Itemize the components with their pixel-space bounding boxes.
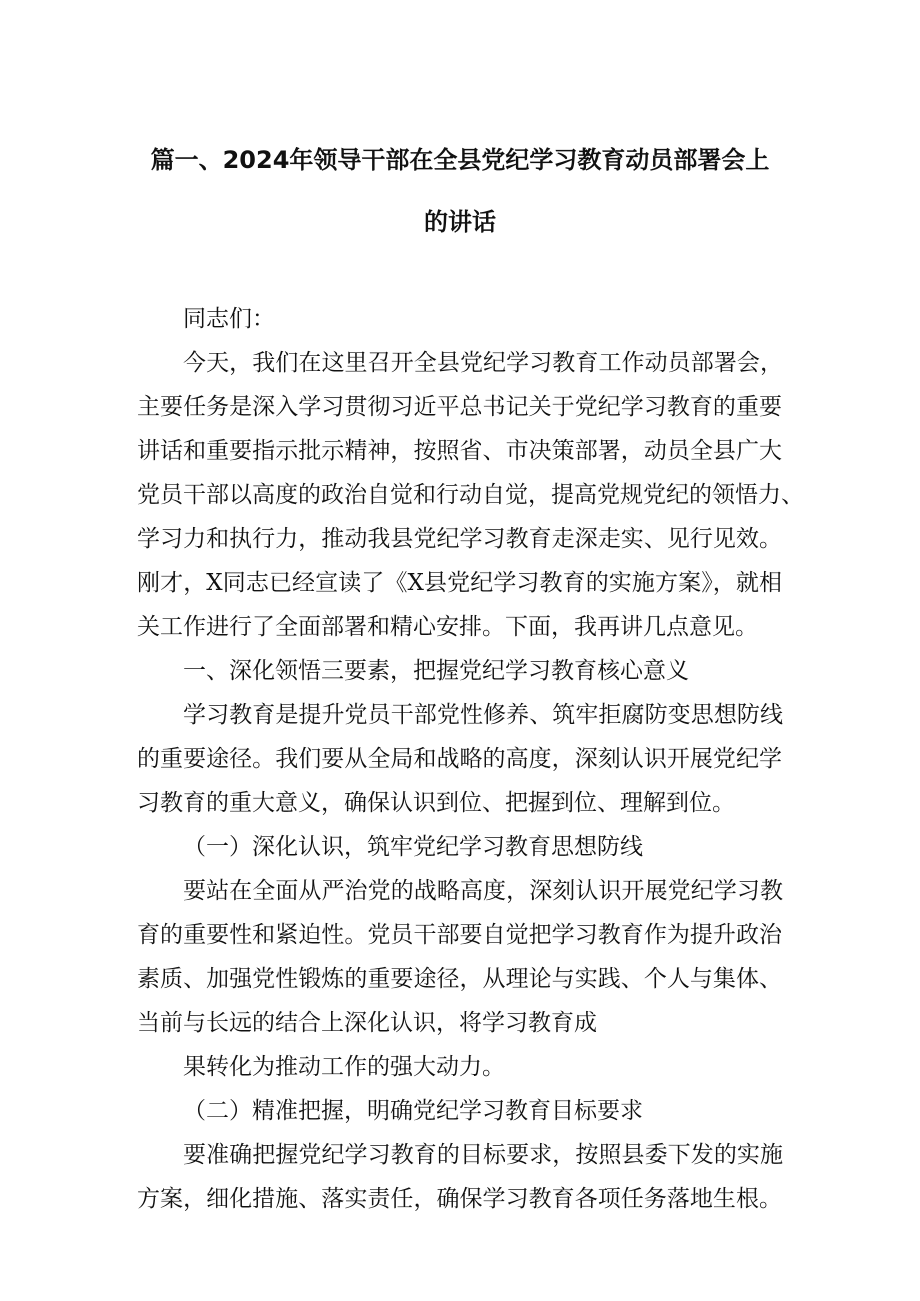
salutation: 同志们： [183,306,275,332]
paragraph-line: 育的重要性和紧迫性。党员干部要自觉把学习教育作为提升政治 [137,922,782,948]
paragraph-line: 习教育的重大意义，确保认识到位、把握到位、理解到位。 [137,790,735,816]
paragraph-line: 刚才，X同志已经宣读了《X县党纪学习教育的实施方案》，就相 [137,570,782,596]
paragraph-line: 方案，细化措施、落实责任，确保学习教育各项任务落地生根。 [137,1186,782,1212]
paragraph-line: 主要任务是深入学习贯彻习近平总书记关于党纪学习教育的重要 [137,394,782,420]
document-title-line-1: 篇一、2024年领导干部在全县党纪学习教育动员部署会上 [150,146,770,174]
paragraph-line: 关工作进行了全面部署和精心安排。下面，我再讲几点意见。 [137,614,758,640]
paragraph-line: 讲话和重要指示批示精神，按照省、市决策部署，动员全县广大 [137,438,782,464]
subsection-heading-1: （一）深化认识，筑牢党纪学习教育思想防线 [183,834,643,860]
subsection-heading-2: （二）精准把握，明确党纪学习教育目标要求 [183,1098,643,1124]
paragraph-line: 要准确把握党纪学习教育的目标要求，按照县委下发的实施 [183,1142,783,1168]
paragraph-line: 党员干部以高度的政治自觉和行动自觉，提高党规党纪的领悟力、 [137,482,804,508]
paragraph-line: 素质、加强党性锻炼的重要途径，从理论与实践、个人与集体、 [137,966,782,992]
paragraph-line: 果转化为推动工作的强大动力。 [183,1054,505,1080]
document-title-line-2: 的讲话 [424,208,496,236]
paragraph-line: 的重要途径。我们要从全局和战略的高度，深刻认识开展党纪学 [137,746,782,772]
paragraph-line: 今天，我们在这里召开全县党纪学习教育工作动员部署会， [183,350,783,376]
paragraph-line: 要站在全面从严治党的战略高度，深刻认识开展党纪学习教 [183,878,783,904]
paragraph-line: 当前与长远的结合上深化认识，将学习教育成 [137,1010,597,1036]
paragraph-line: 学习力和执行力，推动我县党纪学习教育走深走实、见行见效。 [137,526,782,552]
section-heading-1: 一、深化领悟三要素，把握党纪学习教育核心意义 [183,658,689,684]
paragraph-line: 学习教育是提升党员干部党性修养、筑牢拒腐防变思想防线 [183,702,783,728]
